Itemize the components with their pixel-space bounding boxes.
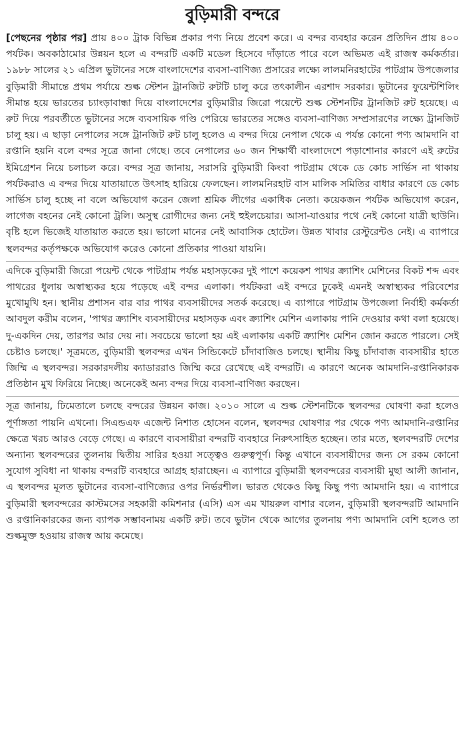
article-paragraph-1	[6, 31, 459, 261]
continuation-label: [পেছনের পৃষ্ঠার পর]	[6, 33, 87, 44]
article-paragraph-2	[6, 261, 459, 397]
paragraph-text: প্রায় ৪০০ ট্রাক বিভিন্ন প্রকার পণ্য নিয়ে প্রবেশ করে। এ বন্দর ব্যবহার করেন প্রতিদিন প্রায় ৪০০ পর্যটক। অবকাঠামোর উন্নয়ন হলে এ বন্দরটি একটি মডেল হিসেবে দাঁড়াতে পারে বলে অভিমত এই রাজস্ব কর্মকর্তার। ১৯৮৮ সালের ২১ এপ্রিল ভুটানের সঙ্গে বাংলাদেশের ব্যবসা-বাণিজ্য প্রসারের লক্ষ্যে লালমনিরহাটের পাটগ্রাম উপজেলার বুড়িমারী সীমান্তে প্রথম পর্যায়ে শুল্ক স্টেশন ট্রানজিট রুটটি চালু করে তৎকালীন এরশাদ সরকার। ভুটানের ফুয়েন্টশিলিং সীমান্ত হয়ে ভারতের চ্যাংড়াবান্ধা দিয়ে বাংলাদেশের বুড়িমারীর জিরো পয়েন্টে শুল্ক স্টেশনটির ট্রানজিট রুট হয়েছে। এ রুট দিয়ে পরবর্তীতে ভুটানের সঙ্গে ব্যবসায়িক গণ্ডি পেরিয়ে ভারতের সঙ্গেও ব্যবসা-বাণিজ্য সম্প্রসারণের লক্ষ্যে ট্রানজিট চালু হয়। এ ছাড়া নেপালের সঙ্গে ট্রানজিট রুট চালু হলেও এ বন্দর দিয়ে নেপাল থেকে এ পর্যন্ত কোনো পণ্য আমদানি বা রপ্তানি হয়নি বলে বন্দর সূত্রে জানা গেছে। তবে নেপালের ৬০ জন শিক্ষার্থী বাংলাদেশে পড়াশোনার কারণে এই রুটের ইমিগ্রেশন নিয়ে চলাচল করে। বন্দর সূত্র জানায়, সরাসরি বুড়িমারী কিংবা পাটগ্রাম থেকে ডে কোচ সার্ভিস না থাকায় পর্যটকরাও এ বন্দর দিয়ে যাতায়াতে উৎসাহ হারিয়ে ফেলছেন। লালমনিরহাট বাস মালিক সমিতির বাধার কারণে ডে কোচ সার্ভিস চালু হচ্ছে না বলে অভিযোগ করেন জেলা শ্রমিক লীগের একাধিক নেতা। কয়েকজন পর্যটক অভিযোগ করেন, লাগেজ বহনের নেই কোনো ট্রলি। অসুস্থ রোগীদের জন্য নেই হুইলচেয়ার। আসা-যাওয়ার পথে নেই কোনো যাত্রী ছাউনি। বৃষ্টি হলে ভিজেই যাতায়াত করতে হয়। ভালো মানের নেই আবাসিক হোটেল। উন্নত খাবার রেস্টুরেন্টও নেই। এ ব্যাপারে স্থলবন্দর কর্তৃপক্ষকে অভিযোগ করেও কোনো প্রতিকার পাওয়া যায়নি।	[6, 33, 459, 255]
paragraph-text: সূত্র জানায়, ঢিমেতালে চলছে বন্দরের উন্নয়ন কাজ। ২০১০ সালে এ শুল্ক স্টেশনটিকে স্থলবন্দর ঘোষণা করা হলেও পূর্ণাঙ্গতা পায়নি এখনো। সিএন্ডএফ এজেন্ট নিশাত হোসেন বলেন, স্থলবন্দর ঘোষণার পর থেকে পণ্য আমদানি-রপ্তানির ক্ষেত্রে খরচ আরও বেড়ে গেছে। এ কারণে ব্যবসায়ীরা বন্দরটি ব্যবহারে নিরুৎসাহিত হচ্ছেন। তার মতে, স্থলবন্দরটি দেশের অন্যান্য স্থলবন্দরের তুলনায় দ্বিতীয় সারির হওয়া সত্ত্বেও গুরুত্বপূর্ণ। কিন্তু এখানে ব্যবসায়ীদের জন্য সে রকম কোনো সুযোগ সুবিধা না থাকায় বন্দরটি ব্যবহারে আগ্রহ হারাচ্ছেন। এ ব্যাপারে বুড়িমারী স্থলবন্দরের ব্যবসায়ী মুছা আলী জানান, এ স্থলবন্দর মূলত ভুটানের ব্যবসা-বাণিজ্যের ওপর নির্ভরশীল। ভারত থেকেও কিছু কিছু পণ্য আমদানি হয়। এ ব্যাপারে বুড়িমারী স্থলবন্দরের কাস্টমসের সহকারী কমিশনার (এসি) এস এম খায়রুল বাশার বলেন, বুড়িমারী স্থলবন্দরটি আমদানি ও রপ্তানিকারকের জন্য ব্যাপক সম্ভাবনাময় একটি রুট। তবে ভুটান থেকে আগের তুলনায় পণ্য আমদানি বেশি হলেও তা শুল্কমুক্ত হওয়ায় রাজস্ব আয় কমেছে।	[6, 401, 459, 543]
paragraph-text: এদিকে বুড়িমারী জিরো পয়েন্ট থেকে পাটগ্রাম পর্যন্ত মহাসড়কের দুই পাশে কয়েকশ পাথর ক্র্যাশিং মেশিনের বিকট শব্দ এবং পাথরের ধুলায় অস্বাস্থ্যকর হয়ে পড়েছে এই বন্দর এলাকা। পর্যটকরা এই বন্দরে ঢুকেই এমনই অস্বাস্থ্যকর পরিবেশের মুখোমুখি হন। স্থানীয় প্রশাসন বার বার পাথর ব্যবসায়ীদের সতর্ক করেছে। এ ব্যাপারে পাটগ্রাম উপজেলা নির্বাহী কর্মকর্তা আবদুল করীম বলেন, 'পাথর ক্র্যাশিং ব্যবসায়ীদের মহাসড়ক এবং ক্র্যাশিং মেশিন এলাকায় পানি দেওয়ার কথা বলা হয়েছে। দু-একদিন দেয়, তারপর আর দেয় না। সবচেয়ে ভালো হয় এই এলাকায় একটি ক্র্যাশিং মেশিন জোন করতে পারলে। সেই চেষ্টাও চলছে।' সূত্রমতে, বুড়িমারী স্থলবন্দর এখন সিন্ডিকেটে চাঁদাবাজিও চলছে। স্থানীয় কিছু চাঁদাবাজ ব্যবসায়ীর হাতে জিম্মি এ স্থলবন্দর। সরকারদলীয় ক্যাডাররাও জিম্মি করে রেখেছে এই বন্দরটি। এ কারণে অনেক আমদানি-রপ্তানিকারক প্রতিষ্ঠান মুখ ফিরিয়ে নিচ্ছে। অনেকেই অন্য বন্দর দিয়ে ব্যবসা-বাণিজ্য করছেন।	[6, 265, 459, 391]
article-headline: বুড়িমারী বন্দরে	[185, 5, 280, 24]
article-paragraph-3	[6, 396, 459, 548]
